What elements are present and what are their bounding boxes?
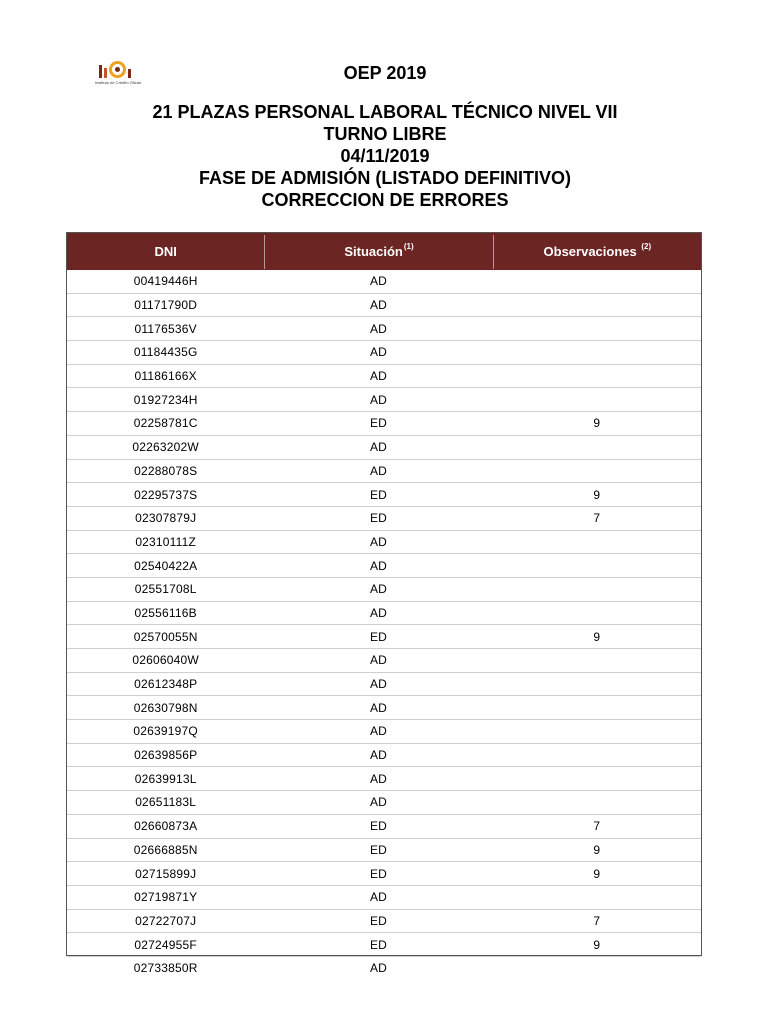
table-row	[67, 388, 701, 412]
cell-dni: 02295737S	[134, 487, 198, 502]
cell-dni: 02310111Z	[135, 534, 197, 549]
oep-title: OEP 2019	[343, 63, 427, 83]
cell-situacion: AD	[369, 700, 388, 715]
cell-observaciones: 9	[593, 629, 601, 644]
cell-situacion: ED	[369, 511, 388, 526]
title-line-correccion: CORRECCION DE ERRORES	[261, 190, 509, 210]
cell-dni: 02263202W	[132, 440, 199, 455]
cell-dni: 02719871Y	[134, 890, 198, 905]
cell-situacion: AD	[369, 582, 388, 597]
cell-dni: 01171790D	[134, 298, 198, 313]
table-row	[67, 294, 701, 318]
table-row	[67, 696, 701, 720]
cell-situacion: ED	[369, 842, 388, 857]
cell-situacion: ED	[369, 937, 388, 952]
table-row	[67, 767, 701, 791]
cell-observaciones: 9	[593, 866, 601, 881]
admission-table	[66, 232, 702, 976]
table-row	[67, 554, 701, 578]
cell-situacion: ED	[369, 819, 388, 834]
cell-situacion: ED	[369, 629, 388, 644]
cell-situacion: ED	[369, 416, 388, 431]
table-body	[67, 270, 701, 980]
cell-observaciones: 9	[593, 842, 601, 857]
cell-situacion: AD	[369, 653, 388, 668]
cell-situacion: AD	[369, 748, 388, 763]
cell-situacion: AD	[369, 677, 388, 692]
cell-dni: 02651183L	[135, 795, 197, 810]
table-row	[67, 791, 701, 815]
logo-caption: Instituto de Crédito Oficial	[95, 80, 141, 85]
title-line-plazas: 21 PLAZAS PERSONAL LABORAL TÉCNICO NIVEL VII	[152, 102, 618, 122]
cell-dni: 01176536V	[134, 321, 197, 336]
cell-dni: 02612348P	[134, 677, 198, 692]
cell-observaciones: 7	[593, 819, 601, 834]
table-row	[67, 341, 701, 365]
cell-dni: 02724955F	[134, 937, 197, 952]
table-row	[67, 317, 701, 341]
cell-situacion: AD	[369, 724, 388, 739]
table-row	[67, 507, 701, 531]
cell-dni: 02639913L	[134, 771, 197, 786]
cell-situacion: AD	[369, 463, 388, 478]
cell-observaciones: 9	[593, 487, 601, 502]
cell-situacion: AD	[369, 961, 388, 976]
table-row	[67, 460, 701, 484]
table-header	[67, 233, 701, 270]
cell-situacion: AD	[369, 890, 388, 905]
cell-observaciones: 9	[593, 416, 601, 431]
cell-situacion: AD	[369, 771, 388, 786]
cell-dni: 02307879J	[135, 511, 197, 526]
table-row	[67, 910, 701, 934]
cell-situacion: AD	[369, 298, 388, 313]
cell-situacion: AD	[369, 321, 388, 336]
cell-situacion: AD	[369, 605, 388, 620]
cell-dni: 02258781C	[133, 416, 198, 431]
table-row	[67, 602, 701, 626]
title-line-fase: FASE DE ADMISIÓN (LISTADO DEFINITIVO)	[198, 168, 571, 188]
cell-dni: 00419446H	[133, 274, 198, 289]
cell-dni: 02639856P	[134, 748, 198, 763]
table-row	[67, 933, 701, 957]
table-row	[67, 862, 701, 886]
cell-situacion: AD	[369, 558, 388, 573]
table-row	[67, 578, 701, 602]
cell-situacion: AD	[369, 274, 388, 289]
column-header-dni: DNI	[154, 244, 177, 259]
cell-dni: 02733850R	[133, 961, 198, 976]
cell-dni: 02540422A	[134, 558, 198, 573]
table-row	[67, 270, 701, 294]
cell-situacion: AD	[369, 369, 388, 384]
cell-situacion: AD	[369, 795, 388, 810]
cell-observaciones: 7	[593, 511, 601, 526]
cell-dni: 01927234H	[133, 392, 198, 407]
cell-situacion: AD	[369, 392, 388, 407]
column-header-observaciones: Observaciones $^{(2)}$	[543, 242, 652, 259]
cell-dni: 02551708L	[134, 582, 197, 597]
cell-observaciones: 9	[593, 937, 601, 952]
cell-situacion: ED	[369, 913, 388, 928]
title-line-turno: TURNO LIBRE	[323, 124, 447, 144]
cell-dni: 02556116B	[134, 605, 197, 620]
table-row	[67, 365, 701, 389]
cell-dni: 02666885N	[133, 842, 198, 857]
table-row	[67, 436, 701, 460]
cell-situacion: ED	[369, 866, 388, 881]
cell-dni: 02639197Q	[133, 724, 198, 739]
column-header-situacion: Situación$^{(1)}$	[344, 242, 414, 259]
table-row	[67, 673, 701, 697]
cell-dni: 01184435G	[133, 345, 198, 360]
cell-situacion: AD	[369, 534, 388, 549]
table-row	[67, 412, 701, 436]
cell-dni: 02630798N	[133, 700, 198, 715]
table-row	[67, 815, 701, 839]
cell-observaciones: 7	[593, 913, 601, 928]
cell-dni: 02660873A	[134, 819, 198, 834]
cell-situacion: AD	[369, 345, 388, 360]
cell-situacion: ED	[369, 487, 388, 502]
cell-dni: 01186166X	[134, 369, 197, 384]
table-row	[67, 839, 701, 863]
cell-dni: 02715899J	[135, 866, 197, 881]
title-line-date: 04/11/2019	[340, 146, 430, 166]
cell-dni: 02606040W	[132, 653, 199, 668]
table-row	[67, 483, 701, 507]
table-row	[67, 720, 701, 744]
cell-dni: 02570055N	[133, 629, 198, 644]
document-title	[0, 101, 770, 211]
table-row	[67, 886, 701, 910]
cell-dni: 02288078S	[134, 463, 198, 478]
table-row	[67, 957, 701, 980]
table-row	[67, 531, 701, 555]
cell-dni: 02722707J	[135, 913, 197, 928]
table-row	[67, 744, 701, 768]
table-row	[67, 649, 701, 673]
table-row	[67, 625, 701, 649]
cell-situacion: AD	[369, 440, 388, 455]
